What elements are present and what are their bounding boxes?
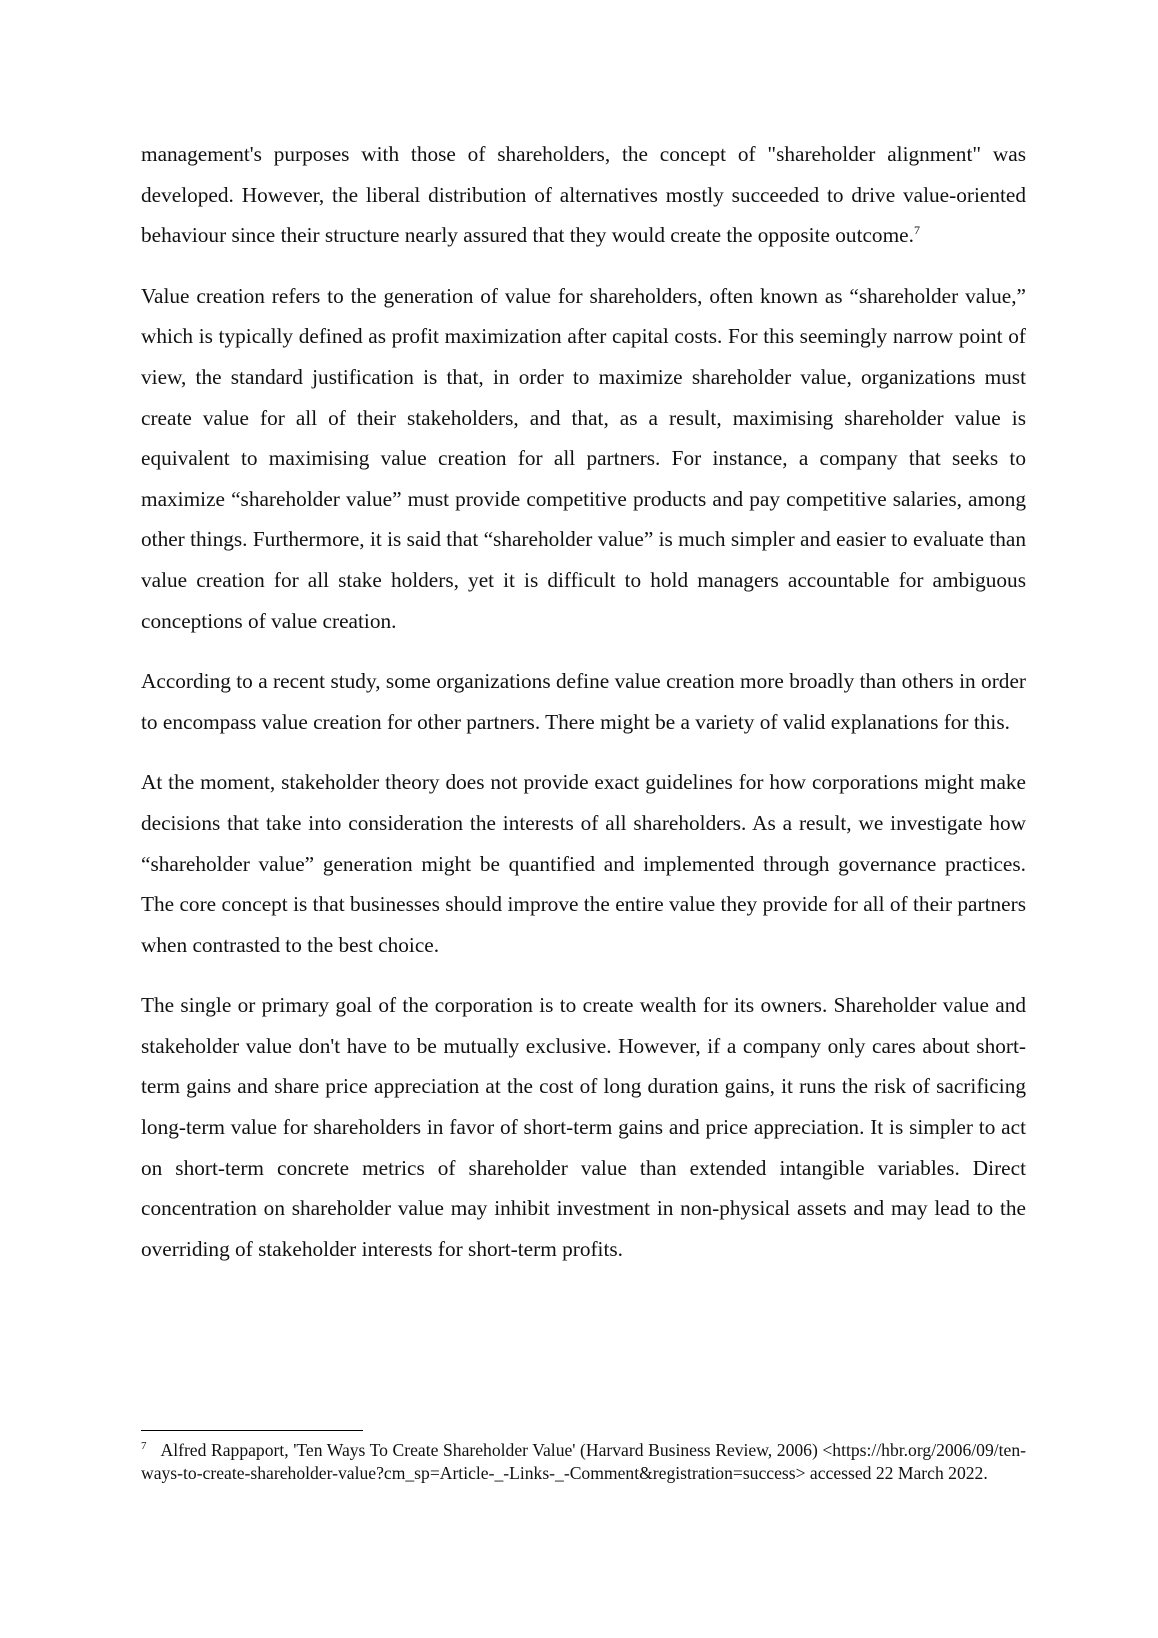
paragraph-3: According to a recent study, some organizations define value creation more broadly than others in order to encompass value creation for other partners. There might be a variety of valid explanations for this. <box>141 669 1026 734</box>
footnote-text: Alfred Rappaport, 'Ten Ways To Create Shareholder Value' (Harvard Business Review, 2006) <https://hbr.org/2006/09/ten-ways-to-create-shareholder-value?cm_sp=Article-_-Links-_-Comment&registration=success> accessed 22 March 2022. <box>141 1440 1026 1483</box>
body-text <box>141 134 1026 1289</box>
paragraph-1-text: management's purposes with those of shareholders, the concept of "shareholder alignment" was developed. However, the liberal distribution of alternatives mostly succeeded to drive value-oriented behaviour since their structure nearly assured that they would create the opposite outcome. <box>141 142 1026 248</box>
paragraph-2: Value creation refers to the generation of value for shareholders, often known as “shareholder value,” which is typically defined as profit maximization after capital costs. For this seemingly narrow point of view, the standard justification is that, in order to maximize shareholder value, organizations must create value for all of their stakeholders, and that, as a result, maximising shareholder value is equivalent to maximising value creation for all partners. For instance, a company that seeks to maximize “shareholder value” must provide competitive products and pay competitive salaries, among other things. Furthermore, it is said that “shareholder value” is much simpler and easier to evaluate than value creation for all stake holders, yet it is difficult to hold managers accountable for ambiguous conceptions of value creation. <box>141 283 1026 633</box>
paragraph-1 <box>141 134 1026 256</box>
paragraph-5: The single or primary goal of the corporation is to create wealth for its owners. Shareholder value and stakeholder value don't have to be mutually exclusive. However, if a company only cares about short-term gains and share price appreciation at the cost of long duration gains, it runs the risk of sacrificing long-term value for shareholders in favor of short-term gains and price appreciation. It is simpler to act on short-term concrete metrics of shareholder value than extended intangible variables. Direct concentration on shareholder value may inhibit investment in non-physical assets and may lead to the overriding of stakeholder interests for short-term profits. <box>141 993 1026 1261</box>
footnote <box>141 1439 1026 1484</box>
footnote-reference[interactable]: 7 <box>913 223 920 238</box>
footnote-separator <box>141 1430 363 1431</box>
footnote-number: 7 <box>141 1440 147 1453</box>
paragraph-4: At the moment, stakeholder theory does not provide exact guidelines for how corporations might make decisions that take into consideration the interests of all shareholders. As a result, we investigate how “shareholder value” generation might be quantified and implemented through governance practices. The core concept is that businesses should improve the entire value they provide for all of their partners when contrasted to the best choice. <box>141 770 1026 957</box>
